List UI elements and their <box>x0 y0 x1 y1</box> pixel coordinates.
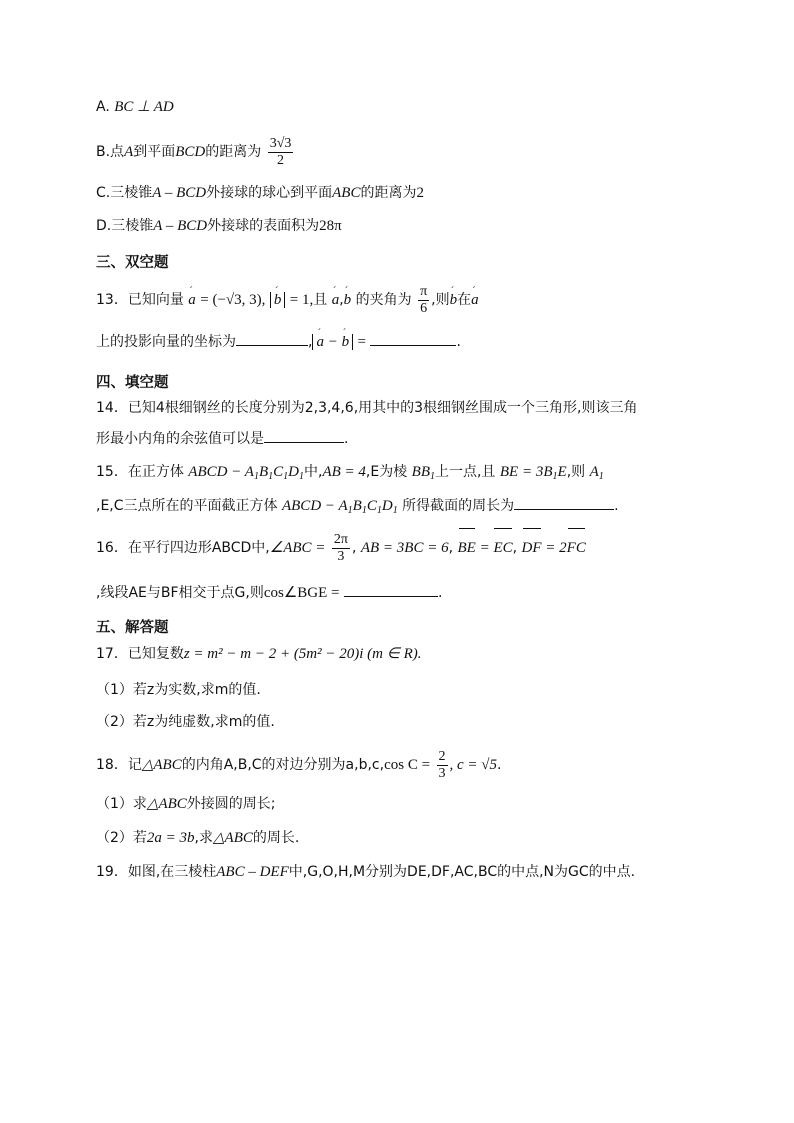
cos-fraction: $\frac{2}{3}$ <box>438 748 446 781</box>
question-14-line-2: 形最小内角的余弦值可以是 . <box>96 428 348 449</box>
question-13-line-1: 13．已知向量 ´ a = (−√3, 3), ´ b = 1,且 ´ a,´ b 的夹角为 $\frac{\pi}{6}$ ,则´ b在´ a <box>96 280 479 320</box>
question-16-line-2: ,线段AE与BF相交于点G,则cos∠BGE = . <box>96 582 442 603</box>
angle-fraction: $\frac{\pi}{6}$ <box>420 283 428 316</box>
section-heading-5: 五、解答题 <box>96 620 169 636</box>
answer-blank-15[interactable] <box>514 495 614 510</box>
question-19: 19．如图,在三棱柱ABC – DEF中,G,O,H,M分别为DE,DF,AC,BC的中点,N为GC的中点. <box>96 864 636 880</box>
abs-b: ´ b <box>270 292 286 308</box>
angle-fraction-16: $\frac{2\pi}{3}$ <box>333 531 348 564</box>
question-16-line-1: 16．在平行四边形ABCD中,∠ABC = $\frac{2\pi}{3}$ , AB = 3BC = 6, BE = EC, DF = 2FC <box>96 528 586 568</box>
question-13-line-2: 上的投影向量的坐标为 ,´ a − ´ b = . <box>96 331 461 352</box>
question-17-part-1: （1）若z为实数,求m的值. <box>96 682 261 698</box>
answer-blank-13b[interactable] <box>370 331 456 346</box>
answer-blank-13a[interactable] <box>236 331 308 346</box>
distance-fraction: $\frac{3√3}{2}$ <box>269 135 292 168</box>
question-18: 18．记△ABC的内角A,B,C的对边分别为a,b,c,cos C = $\frac{2}{3}$ , c = √5. <box>96 748 502 781</box>
section-heading-4: 四、填空题 <box>96 375 169 391</box>
answer-blank-14[interactable] <box>264 428 344 443</box>
question-15-line-1: 15．在正方体 ABCD − $A_1B_1C_1D_1$中,AB = 4,E为棱 $BB_1$上一点,且 BE = $3B_1E$,则 $A_1$ <box>96 464 604 482</box>
question-17: 17．已知复数z = m² − m − 2 + (5m² − 20)i (m ∈ R). <box>96 646 422 662</box>
option-b: B.点A到平面BCD的距离为 $\frac{3√3}{2}$ <box>96 135 292 168</box>
question-17-part-2: （2）若z为纯虚数,求m的值. <box>96 714 275 730</box>
question-15-line-2: ,E,C三点所在的平面截正方体 ABCD − $A_1B_1C_1D_1$ 所得截面的周长为 . <box>96 495 619 521</box>
section-heading-3: 三、双空题 <box>96 255 169 271</box>
option-c: C.三棱锥A – BCD外接球的球心到平面ABC的距离为2 <box>96 185 424 201</box>
question-18-part-2: （2）若2a = 3b,求△ABC的周长. <box>96 830 300 846</box>
answer-blank-16[interactable] <box>344 582 438 597</box>
question-14-line-1: 14．已知4根细钢丝的长度分别为2,3,4,6,用其中的3根细钢丝围成一个三角形,则该三角 <box>96 400 638 416</box>
question-18-part-1: （1）求△ABC外接圆的周长; <box>96 796 276 812</box>
option-a: A. BC ⊥ AD <box>96 99 174 115</box>
vector-a: ´ a <box>188 280 196 320</box>
option-d: D.三棱锥A – BCD外接球的表面积为28π <box>96 218 342 234</box>
